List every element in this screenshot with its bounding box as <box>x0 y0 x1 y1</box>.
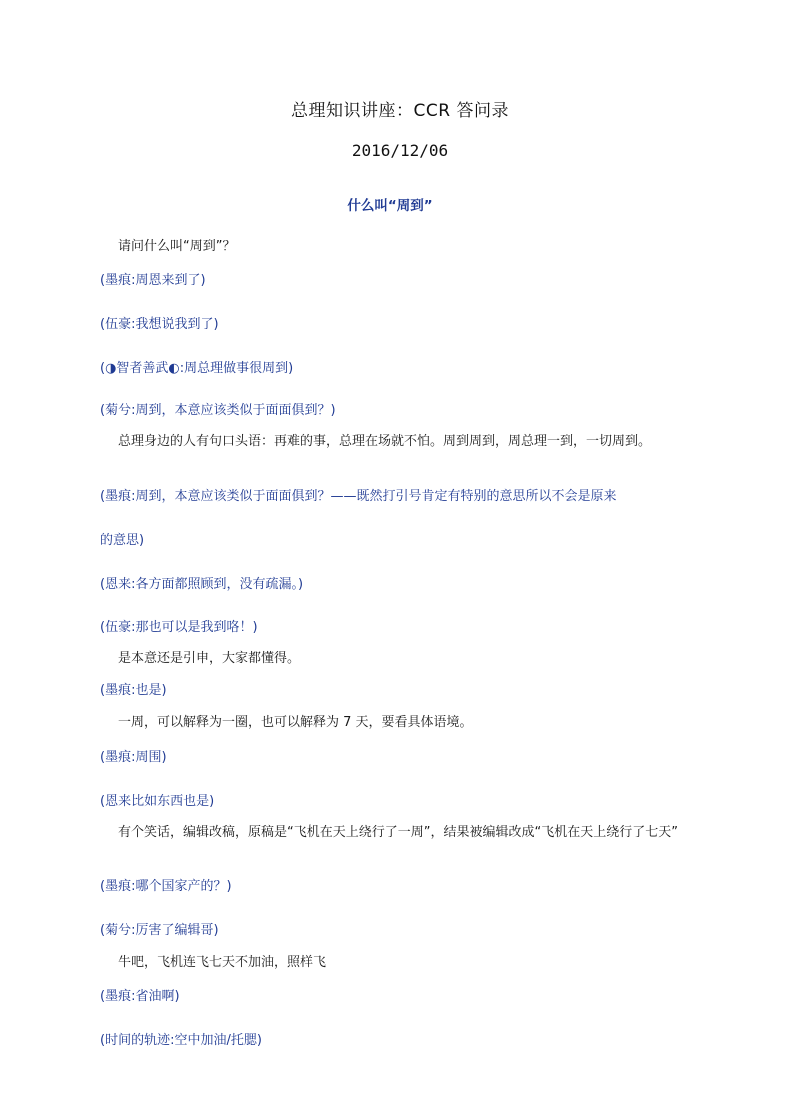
comment-line: (时间的轨迹:空中加油/托腮) <box>100 1033 262 1048</box>
body-paragraph: 一周，可以解释为一圈，也可以解释为 7 天，要看具体语境。 <box>118 715 473 730</box>
comment-line: (菊兮:周到，本意应该类似于面面俱到？) <box>100 403 336 418</box>
comment-line: (墨痕:周恩来到了) <box>100 273 206 288</box>
comment-line: (墨痕:省油啊) <box>100 989 180 1004</box>
comment-line: (伍豪:我想说我到了) <box>100 317 219 332</box>
comment-line: (菊兮:厉害了编辑哥) <box>100 923 219 938</box>
comment-line: (恩来比如东西也是) <box>100 794 215 809</box>
body-paragraph: 有个笑话，编辑改稿，原稿是“飞机在天上绕行了一周”，结果被编辑改成“飞机在天上绕行了七天” <box>118 825 678 840</box>
section-heading: 什么叫“周到” <box>347 198 433 214</box>
body-paragraph: 请问什么叫“周到”？ <box>118 239 236 254</box>
comment-line: (墨痕:也是) <box>100 683 167 698</box>
comment-line: 的意思) <box>100 533 145 548</box>
comment-line: (恩来:各方面都照顾到，没有疏漏。) <box>100 577 304 592</box>
body-paragraph: 总理身边的人有句口头语：再难的事，总理在场就不怕。周到周到，周总理一到，一切周到。 <box>118 434 652 449</box>
body-paragraph: 是本意还是引申，大家都懂得。 <box>118 651 301 666</box>
comment-line: (墨痕:周到，本意应该类似于面面俱到？——既然打引号肯定有特别的意思所以不会是原来 <box>100 489 617 504</box>
document-date: 2016/12/06 <box>351 141 449 160</box>
body-paragraph: 牛吧，飞机连飞七天不加油，照样飞 <box>118 955 327 970</box>
document-title: 总理知识讲座：CCR 答问录 <box>291 101 509 121</box>
comment-line: (墨痕:周围) <box>100 750 167 765</box>
comment-line: (墨痕:哪个国家产的？) <box>100 879 232 894</box>
comment-line: (伍豪:那也可以是我到咯！) <box>100 620 258 635</box>
comment-line: (◑智者善武◐:周总理做事很周到) <box>100 361 294 376</box>
